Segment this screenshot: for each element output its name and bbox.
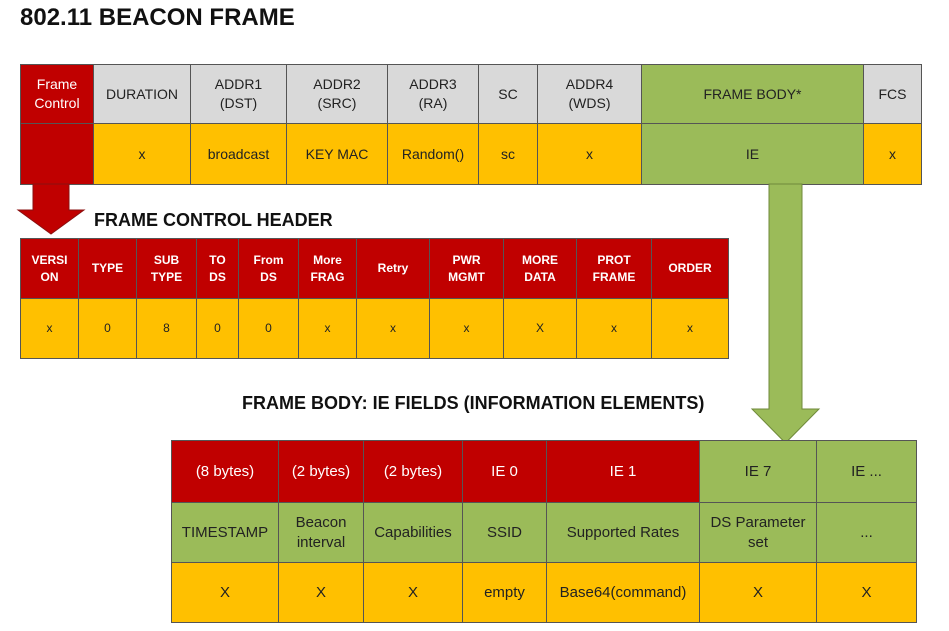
ie-name-row <box>172 503 917 563</box>
ie-size-cell: IE 7 <box>700 441 817 503</box>
ie-value-cell: X <box>817 563 917 623</box>
frame-header-cell: ADDR2 (SRC) <box>287 65 388 124</box>
fc-header-cell: VERSI ON <box>21 239 79 299</box>
ie-name-cell: SSID <box>463 503 547 563</box>
fc-value-cell: 0 <box>239 299 299 359</box>
ie-value-cell: X <box>279 563 364 623</box>
frame-header-cell: DURATION <box>94 65 191 124</box>
frame-header-cell: ADDR3 (RA) <box>388 65 479 124</box>
frame-control-arrow <box>16 184 86 236</box>
frame-control-table <box>20 238 729 359</box>
ie-value-cell: X <box>172 563 279 623</box>
fc-value-cell: x <box>430 299 504 359</box>
frame-value-cell: KEY MAC <box>287 124 388 185</box>
fc-value-cell: x <box>577 299 652 359</box>
frame-header-row <box>21 65 922 124</box>
fc-value-cell: 0 <box>79 299 137 359</box>
fc-value-cell: x <box>357 299 430 359</box>
frame-value-row <box>21 124 922 185</box>
frame-value-cell: x <box>864 124 922 185</box>
ie-size-cell: IE ... <box>817 441 917 503</box>
frame-value-cell: sc <box>479 124 538 185</box>
fc-header-cell: PWR MGMT <box>430 239 504 299</box>
fc-value-cell: x <box>21 299 79 359</box>
ie-name-cell: Capabilities <box>364 503 463 563</box>
fc-value-row <box>21 299 729 359</box>
frame-header-cell: FCS <box>864 65 922 124</box>
ie-size-cell: IE 0 <box>463 441 547 503</box>
page-title: 802.11 BEACON FRAME <box>20 4 295 31</box>
ie-size-row <box>172 441 917 503</box>
fc-value-cell: x <box>652 299 729 359</box>
ie-size-cell: IE 1 <box>547 441 700 503</box>
fc-header-cell: From DS <box>239 239 299 299</box>
fc-value-cell: x <box>299 299 357 359</box>
fc-value-cell: 0 <box>197 299 239 359</box>
fc-value-cell: X <box>504 299 577 359</box>
frame-value-cell: x <box>94 124 191 185</box>
fc-header-cell: PROT FRAME <box>577 239 652 299</box>
fc-header-cell: More FRAG <box>299 239 357 299</box>
fc-header-cell: Retry <box>357 239 430 299</box>
fc-value-cell: 8 <box>137 299 197 359</box>
ie-value-cell: Base64(command) <box>547 563 700 623</box>
ie-value-cell: X <box>364 563 463 623</box>
frame-value-cell: Random() <box>388 124 479 185</box>
ie-size-cell: (2 bytes) <box>279 441 364 503</box>
ie-value-cell: empty <box>463 563 547 623</box>
ie-fields-heading: FRAME BODY: IE FIELDS (INFORMATION ELEMENTS) <box>242 393 705 413</box>
ie-name-cell: ... <box>817 503 917 563</box>
frame-value-cell <box>21 124 94 185</box>
fc-header-cell: SUB TYPE <box>137 239 197 299</box>
ie-name-cell: Beacon interval <box>279 503 364 563</box>
fc-header-cell: MORE DATA <box>504 239 577 299</box>
fc-header-row <box>21 239 729 299</box>
ie-name-cell: DS Parameter set <box>700 503 817 563</box>
frame-header-cell: FRAME BODY* <box>642 65 864 124</box>
frame-value-cell: IE <box>642 124 864 185</box>
frame-header-cell: SC <box>479 65 538 124</box>
beacon-frame-table <box>20 64 922 185</box>
ie-size-cell: (2 bytes) <box>364 441 463 503</box>
fc-header-cell: ORDER <box>652 239 729 299</box>
frame-value-cell: broadcast <box>191 124 287 185</box>
frame-value-cell: x <box>538 124 642 185</box>
frame-body-arrow <box>750 184 822 446</box>
ie-size-cell: (8 bytes) <box>172 441 279 503</box>
frame-control-heading: FRAME CONTROL HEADER <box>94 210 333 230</box>
frame-header-cell: Frame Control <box>21 65 94 124</box>
fc-header-cell: TO DS <box>197 239 239 299</box>
ie-name-cell: Supported Rates <box>547 503 700 563</box>
ie-fields-table <box>171 440 917 623</box>
frame-header-cell: ADDR4 (WDS) <box>538 65 642 124</box>
fc-header-cell: TYPE <box>79 239 137 299</box>
ie-value-cell: X <box>700 563 817 623</box>
ie-name-cell: TIMESTAMP <box>172 503 279 563</box>
frame-header-cell: ADDR1 (DST) <box>191 65 287 124</box>
ie-value-row <box>172 563 917 623</box>
